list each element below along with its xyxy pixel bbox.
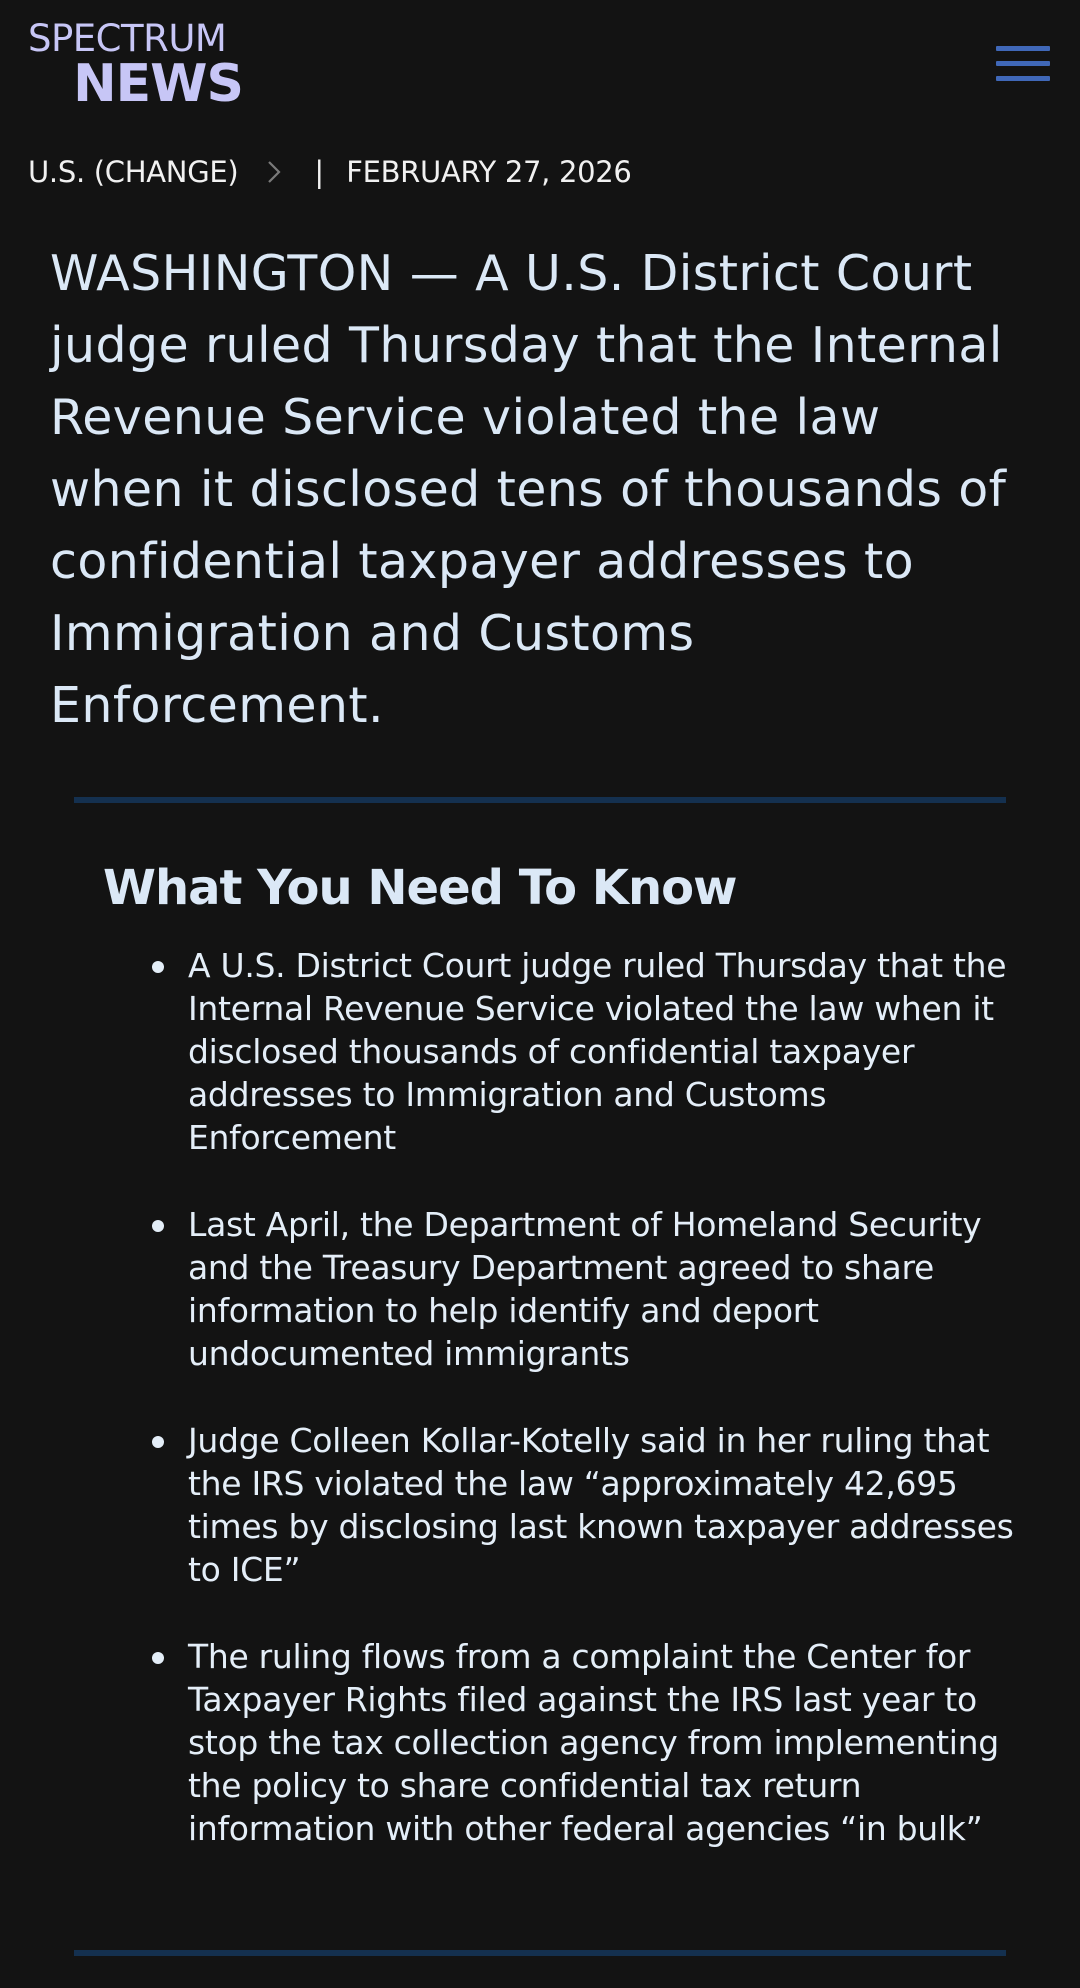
menu-bar bbox=[996, 61, 1050, 66]
need-to-know-title: What You Need To Know bbox=[103, 860, 737, 916]
article-lede: WASHINGTON — A U.S. District Court judge ruled Thursday that the Internal Revenue Service violated the law when it disclosed tens of thousands of confidential taxpayer addresses to Immigration and Customs Enforcement. bbox=[50, 245, 1007, 734]
need-to-know-item: A U.S. District Court judge ruled Thursday that the Internal Revenue Service violated the law when it disclosed thousands of confidential taxpayer addresses to Immigration and Customs Enforcement bbox=[152, 944, 1014, 1159]
article-meta bbox=[28, 148, 632, 196]
chevron-right-icon[interactable] bbox=[264, 155, 286, 189]
need-to-know-item: Last April, the Department of Homeland Security and the Treasury Department agreed to share information to help identify and deport undocumented immigrants bbox=[152, 1203, 1014, 1375]
logo-wordmark-spectrum: SPECTRUM bbox=[28, 17, 227, 60]
logo-wordmark-news: NEWS bbox=[73, 54, 243, 114]
menu-bar bbox=[996, 76, 1050, 81]
need-to-know-item: The ruling flows from a complaint the Center for Taxpayer Rights filed against the IRS last year to stop the tax collection agency from implementing the policy to share confidential tax return information with other federal agencies “in bulk” bbox=[152, 1635, 1014, 1850]
site-header bbox=[0, 0, 1080, 130]
need-to-know-item: Judge Colleen Kollar-Kotelly said in her ruling that the IRS violated the law “approximately 42,695 times by disclosing last known taxpayer addresses to ICE” bbox=[152, 1419, 1014, 1591]
meta-separator: | bbox=[314, 155, 325, 189]
spectrum-news-logo[interactable] bbox=[28, 17, 243, 114]
section-divider-bottom bbox=[74, 1950, 1006, 1956]
region-change-link[interactable]: U.S. (CHANGE) bbox=[28, 155, 239, 189]
section-divider-top bbox=[74, 797, 1006, 803]
article-date: FEBRUARY 27, 2026 bbox=[346, 155, 632, 189]
need-to-know-list bbox=[152, 944, 1014, 1894]
hamburger-menu-icon[interactable] bbox=[994, 44, 1052, 92]
menu-bar bbox=[996, 46, 1050, 51]
